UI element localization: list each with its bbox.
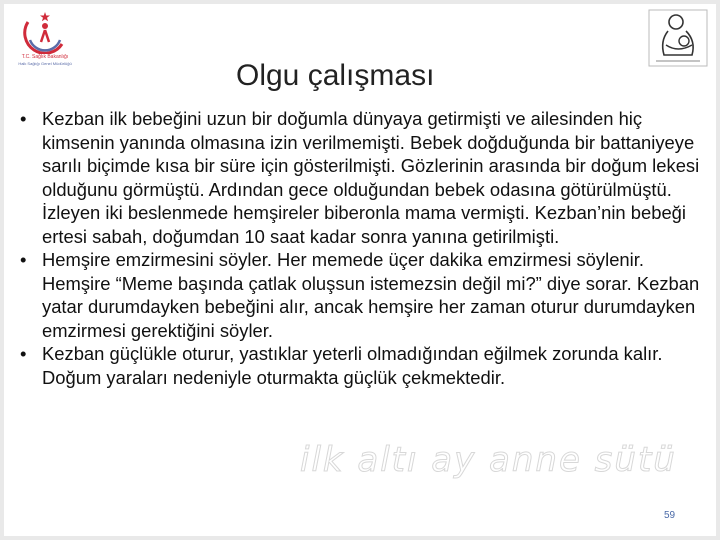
ministry-name: T.C. Sağlık Bakanlığı <box>21 54 69 60</box>
ministry-emblem-icon <box>14 10 76 54</box>
bullet-list <box>16 107 706 389</box>
bullet-text: Hemşire emzirmesini söyler. Her memede üçer dakika emzirmesi söylenir. Hemşire “Meme başında çatlak oluşsun istemezsin değil mi?” diye sorar. Kezban yatar durumdayken bebeğini alır, ancak hemşire her zaman oturur durumdayken emzirmesi gerektiğini söyler. <box>42 249 700 341</box>
ministry-subname: Halk Sağlığı Genel Müdürlüğü <box>18 61 72 66</box>
bullet-marker: • <box>20 343 27 364</box>
ministry-logo <box>14 10 76 76</box>
bullet-marker: • <box>20 249 27 270</box>
bullet-item <box>16 248 706 342</box>
bullet-item <box>16 107 706 248</box>
bullet-item <box>16 342 706 389</box>
page-number: 59 <box>664 510 676 521</box>
mother-baby-icon <box>648 9 708 67</box>
mother-baby-logo <box>648 9 708 67</box>
bullet-text: Kezban güçlükle oturur, yastıklar yeterli olmadığından eğilmek zorunda kalır. Doğum yaraları nedeniyle oturmakta güçlük çekmektedir. <box>42 343 663 388</box>
watermark-text: ilk altı ay anne sütü <box>300 440 677 480</box>
slide <box>4 4 716 536</box>
bullet-text: Kezban ilk bebeğini uzun bir doğumla dünyaya getirmişti ve ailesinden hiç kimsenin yanında olmasına izin verilmemişti. Bebek doğduğunda bir battaniyeye sarılı biçimde kısa bir süre için gösterilmişti. Gözlerinin arasında bir doğum lekesi olduğunu görmüştü. Ardından gece olduğundan bebek odasına götürülmüştü. İzleyen iki beslenmede hemşireler biberonla mama vermişti. Kezban’nin bebeği ertesi sabah, doğumdan 10 saat kadar sonra yanına getirilmişti. <box>42 108 700 247</box>
bullet-marker: • <box>20 108 27 129</box>
slide-title: Olgu çalışması <box>236 59 435 92</box>
